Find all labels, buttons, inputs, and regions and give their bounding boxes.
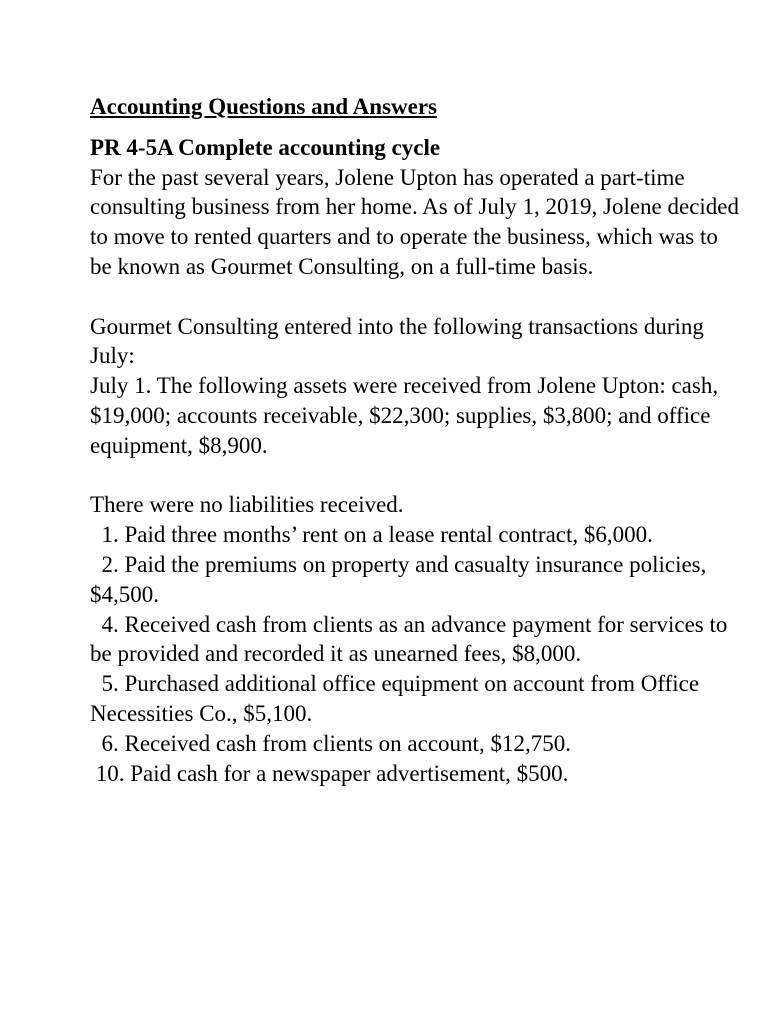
- intro-paragraph: For the past several years, Jolene Upton has operated a part-time consulting business from her home. As of July 1, 2019, Jolene decided to move to rented quarters and to operate the business, which was to be known as Gourmet Consulting, on a full-time basis.: [90, 164, 740, 279]
- list-item: [90, 610, 740, 670]
- list-item: [90, 669, 740, 729]
- document-page: [90, 92, 740, 788]
- list-item: [90, 729, 740, 759]
- item-text: Received cash from clients on account, $12,750.: [118, 730, 571, 756]
- item-text: Paid the premiums on property and casualty insurance policies, $4,500.: [90, 551, 707, 607]
- item-number: 2.: [90, 551, 119, 577]
- item-number: 10.: [90, 760, 125, 786]
- list-item: [90, 759, 740, 789]
- transactions-intro: Gourmet Consulting entered into the following transactions during July:: [90, 313, 704, 369]
- blank-line: [90, 282, 740, 312]
- item-number: 1.: [90, 522, 119, 548]
- item-text: Paid cash for a newspaper advertisement, $500.: [124, 760, 569, 786]
- blank-line: [90, 461, 740, 491]
- item-number: 4.: [90, 611, 119, 637]
- item-text: Paid three months’ rent on a lease rental contract, $6,000.: [118, 522, 653, 548]
- list-item: [90, 520, 740, 550]
- item-number: 6.: [90, 730, 119, 756]
- item-text: Received cash from clients as an advance payment for services to be provided and recorded it as unearned fees, $8,000.: [90, 611, 728, 667]
- transaction-list: [90, 520, 740, 788]
- problem-title: PR 4-5A Complete accounting cycle: [90, 134, 441, 160]
- no-liabilities-note: There were no liabilities received.: [90, 492, 404, 518]
- document-title: Accounting Questions and Answers: [90, 94, 437, 119]
- list-item: [90, 550, 740, 610]
- item-number: 5.: [90, 671, 119, 697]
- item-text: Purchased additional office equipment on account from Office Necessities Co., $5,100.: [90, 671, 700, 726]
- july-1-transaction: July 1. The following assets were received from Jolene Upton: cash, $19,000; accounts receivable, $22,300; supplies, $3,800; and office equipment, $8,900.: [90, 373, 719, 458]
